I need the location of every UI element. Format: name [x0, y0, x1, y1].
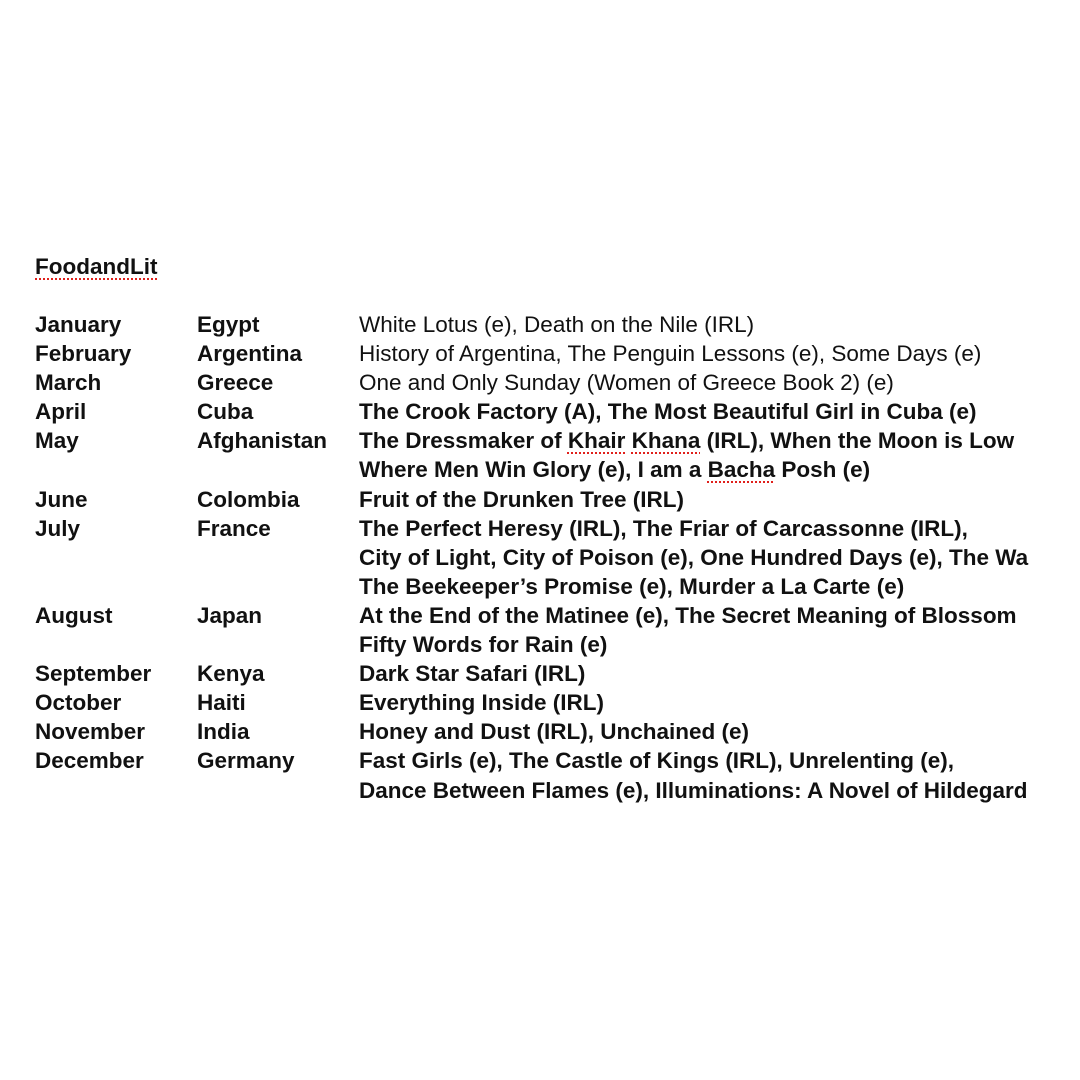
spellcheck-flagged-word: Khana — [631, 428, 701, 454]
month-cell: February — [35, 341, 132, 367]
country-cell: Cuba — [197, 399, 254, 425]
month-cell: March — [35, 370, 102, 396]
books-line — [359, 630, 1080, 659]
month-row-march — [35, 368, 1080, 397]
book-text: Fifty Words for Rain (e) — [359, 632, 608, 658]
books-line — [359, 426, 1080, 455]
book-text: At the End of the Matinee (e), The Secret Meaning of Blossom — [359, 602, 1017, 628]
month-row-july — [35, 514, 1080, 601]
books-line — [359, 543, 1080, 572]
blank-line — [35, 281, 1080, 310]
book-text: City of Light, City of Poison (e), One Hundred Days (e), The Wa — [359, 544, 1029, 570]
month-cell: October — [35, 690, 122, 716]
books-line — [359, 485, 1080, 514]
document-body — [35, 252, 1080, 805]
country-cell: Kenya — [197, 661, 265, 687]
spellcheck-flagged-word: Bacha — [707, 457, 776, 483]
country-cell: Germany — [197, 748, 295, 774]
books-line — [359, 688, 1080, 717]
spellcheck-flagged-word: Khair — [567, 428, 626, 454]
book-text: Posh (e) — [775, 457, 871, 483]
book-text: The Dressmaker of — [359, 428, 568, 454]
books-line — [359, 397, 1080, 426]
month-row-september — [35, 659, 1080, 688]
books-cell — [359, 368, 1080, 397]
month-row-august — [35, 601, 1080, 659]
month-row-april — [35, 397, 1080, 426]
book-text: One and Only Sunday (Women of Greece Book 2) (e) — [359, 370, 894, 396]
books-cell — [359, 688, 1080, 717]
month-cell: April — [35, 399, 87, 425]
book-text: The Perfect Heresy (IRL), The Friar of Carcassonne (IRL), — [359, 515, 968, 541]
books-cell — [359, 514, 1080, 601]
books-line — [359, 776, 1080, 805]
reading-list-table — [35, 310, 1080, 805]
books-line — [359, 572, 1080, 601]
country-cell: France — [197, 515, 271, 541]
month-cell: May — [35, 428, 79, 454]
month-cell: July — [35, 515, 81, 541]
month-row-january — [35, 310, 1080, 339]
country-cell: India — [197, 719, 250, 745]
country-cell: Haiti — [197, 690, 246, 716]
book-text: Where Men Win Glory (e), I am a — [359, 457, 708, 483]
month-row-december — [35, 746, 1080, 804]
book-text: Dance Between Flames (e), Illuminations: A Novel of Hildegard — [359, 777, 1028, 803]
month-row-october — [35, 688, 1080, 717]
books-cell — [359, 485, 1080, 514]
month-cell: September — [35, 661, 152, 687]
book-text: Everything Inside (IRL) — [359, 690, 605, 716]
books-cell — [359, 659, 1080, 688]
country-cell: Afghanistan — [197, 428, 328, 454]
books-cell — [359, 426, 1080, 484]
book-text: Honey and Dust (IRL), Unchained (e) — [359, 719, 750, 745]
book-text: Fast Girls (e), The Castle of Kings (IRL), Unrelenting (e), — [359, 748, 955, 774]
books-line — [359, 455, 1080, 484]
books-line — [359, 601, 1080, 630]
country-cell: Argentina — [197, 341, 303, 367]
document-title — [35, 252, 1080, 281]
month-row-june — [35, 485, 1080, 514]
month-cell: January — [35, 312, 122, 337]
month-cell: June — [35, 486, 88, 512]
month-cell: November — [35, 719, 146, 745]
books-line — [359, 310, 1080, 339]
books-line — [359, 746, 1080, 775]
book-text: History of Argentina, The Penguin Lessons (e), Some Days (e) — [359, 341, 982, 367]
books-line — [359, 514, 1080, 543]
book-text: White Lotus (e), Death on the Nile (IRL) — [359, 312, 755, 337]
book-text: The Beekeeper’s Promise (e), Murder a La Carte (e) — [359, 573, 905, 599]
books-cell — [359, 310, 1080, 339]
book-text: Fruit of the Drunken Tree (IRL) — [359, 486, 685, 512]
country-cell: Greece — [197, 370, 274, 396]
month-cell: August — [35, 602, 113, 628]
month-row-february — [35, 339, 1080, 368]
document-title-text: FoodandLit — [35, 254, 158, 279]
books-cell — [359, 601, 1080, 659]
month-row-may — [35, 426, 1080, 484]
books-cell — [359, 339, 1080, 368]
country-cell: Colombia — [197, 486, 300, 512]
books-line — [359, 717, 1080, 746]
books-cell — [359, 397, 1080, 426]
books-cell — [359, 717, 1080, 746]
books-line — [359, 368, 1080, 397]
country-cell: Egypt — [197, 312, 260, 337]
month-row-november — [35, 717, 1080, 746]
country-cell: Japan — [197, 602, 263, 628]
book-text: The Crook Factory (A), The Most Beautiful Girl in Cuba (e) — [359, 399, 977, 425]
book-text: Dark Star Safari (IRL) — [359, 661, 586, 687]
month-cell: December — [35, 748, 144, 774]
books-line — [359, 659, 1080, 688]
books-cell — [359, 746, 1080, 804]
books-line — [359, 339, 1080, 368]
book-text: (IRL), When the Moon is Low — [700, 428, 1015, 454]
